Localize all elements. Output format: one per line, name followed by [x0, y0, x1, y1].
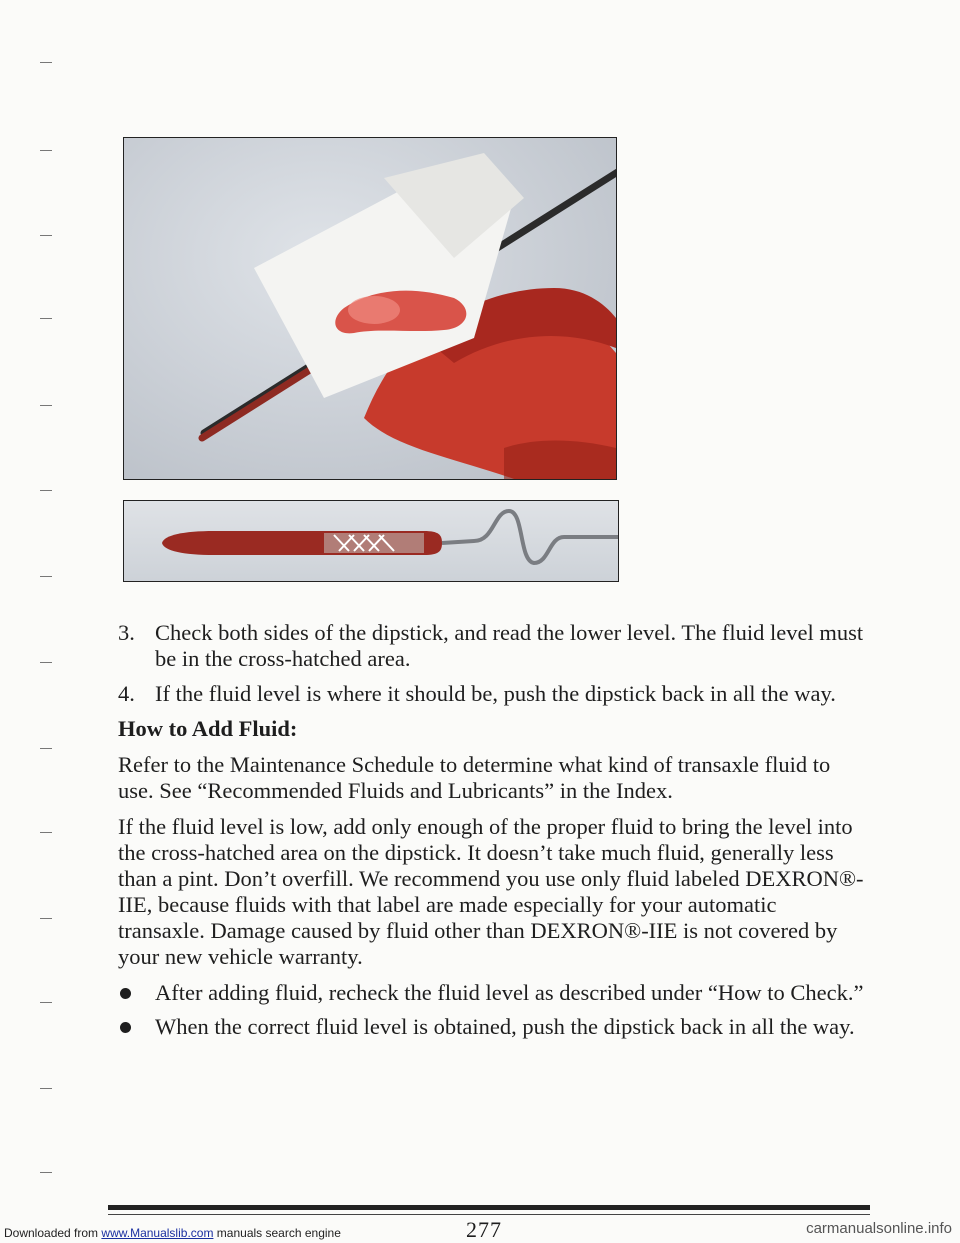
bullet-dot-icon: [120, 988, 131, 999]
margin-tick: [40, 576, 52, 577]
margin-tick: [40, 1172, 52, 1173]
margin-tick: [40, 318, 52, 319]
credit-suffix: manuals search engine: [216, 1226, 341, 1240]
credit-prefix: Downloaded from: [4, 1226, 99, 1240]
step-text: Check both sides of the dipstick, and read the lower level. The fluid level must be in the cross-hatched area.: [155, 620, 864, 671]
step-number: 4.: [118, 681, 135, 706]
bullet-item: [118, 980, 868, 1006]
margin-tick: [40, 832, 52, 833]
margin-tick: [40, 1002, 52, 1003]
watermark-text: carmanualsonline.info: [806, 1220, 952, 1237]
hand-wiping-dipstick-photo: [123, 137, 617, 480]
step-item: [118, 681, 868, 707]
bullet-item: [118, 1014, 868, 1040]
margin-tick: [40, 918, 52, 919]
margin-tick: [40, 150, 52, 151]
paragraph: If the fluid level is low, add only enough of the proper fluid to bring the level into the cross-hatched area on the dipstick. It doesn’t take much fluid, generally less than a pint. Don’t overfill. We recommend you use only fluid labeled DEXRON®-IIE, because fluids with that label are made especially for your automatic transaxle. Damage caused by fluid other than DEXRON®-IIE is not covered by your new vehicle warranty.: [118, 814, 864, 969]
instructions: [118, 620, 868, 1048]
step-item: [118, 620, 868, 672]
step-number: 3.: [118, 620, 135, 645]
bullet-text: After adding fluid, recheck the fluid level as described under “How to Check.”: [155, 980, 864, 1005]
dipstick-closeup-image: [123, 500, 619, 582]
margin-tick: [40, 748, 52, 749]
footer-rule: [108, 1205, 870, 1210]
margin-tick: [40, 62, 52, 63]
margin-tick: [40, 490, 52, 491]
margin-tick: [40, 662, 52, 663]
paragraph: Refer to the Maintenance Schedule to determine what kind of transaxle fluid to use. See “Recommended Fluids and Lubricants” in the Index.: [118, 752, 831, 803]
bullet-text: When the correct fluid level is obtained, push the dipstick back in all the way.: [155, 1014, 855, 1039]
step-text: If the fluid level is where it should be, push the dipstick back in all the way.: [155, 681, 836, 706]
margin-tick: [40, 405, 52, 406]
margin-tick: [40, 1088, 52, 1089]
manualslib-link[interactable]: www.Manualslib.com: [101, 1226, 214, 1240]
section-heading: How to Add Fluid:: [118, 716, 298, 741]
page-number: 277: [466, 1217, 502, 1242]
margin-tick: [40, 235, 52, 236]
download-credit: [4, 1226, 341, 1240]
bullet-dot-icon: [120, 1022, 131, 1033]
footer-rule-thin: [108, 1214, 870, 1215]
